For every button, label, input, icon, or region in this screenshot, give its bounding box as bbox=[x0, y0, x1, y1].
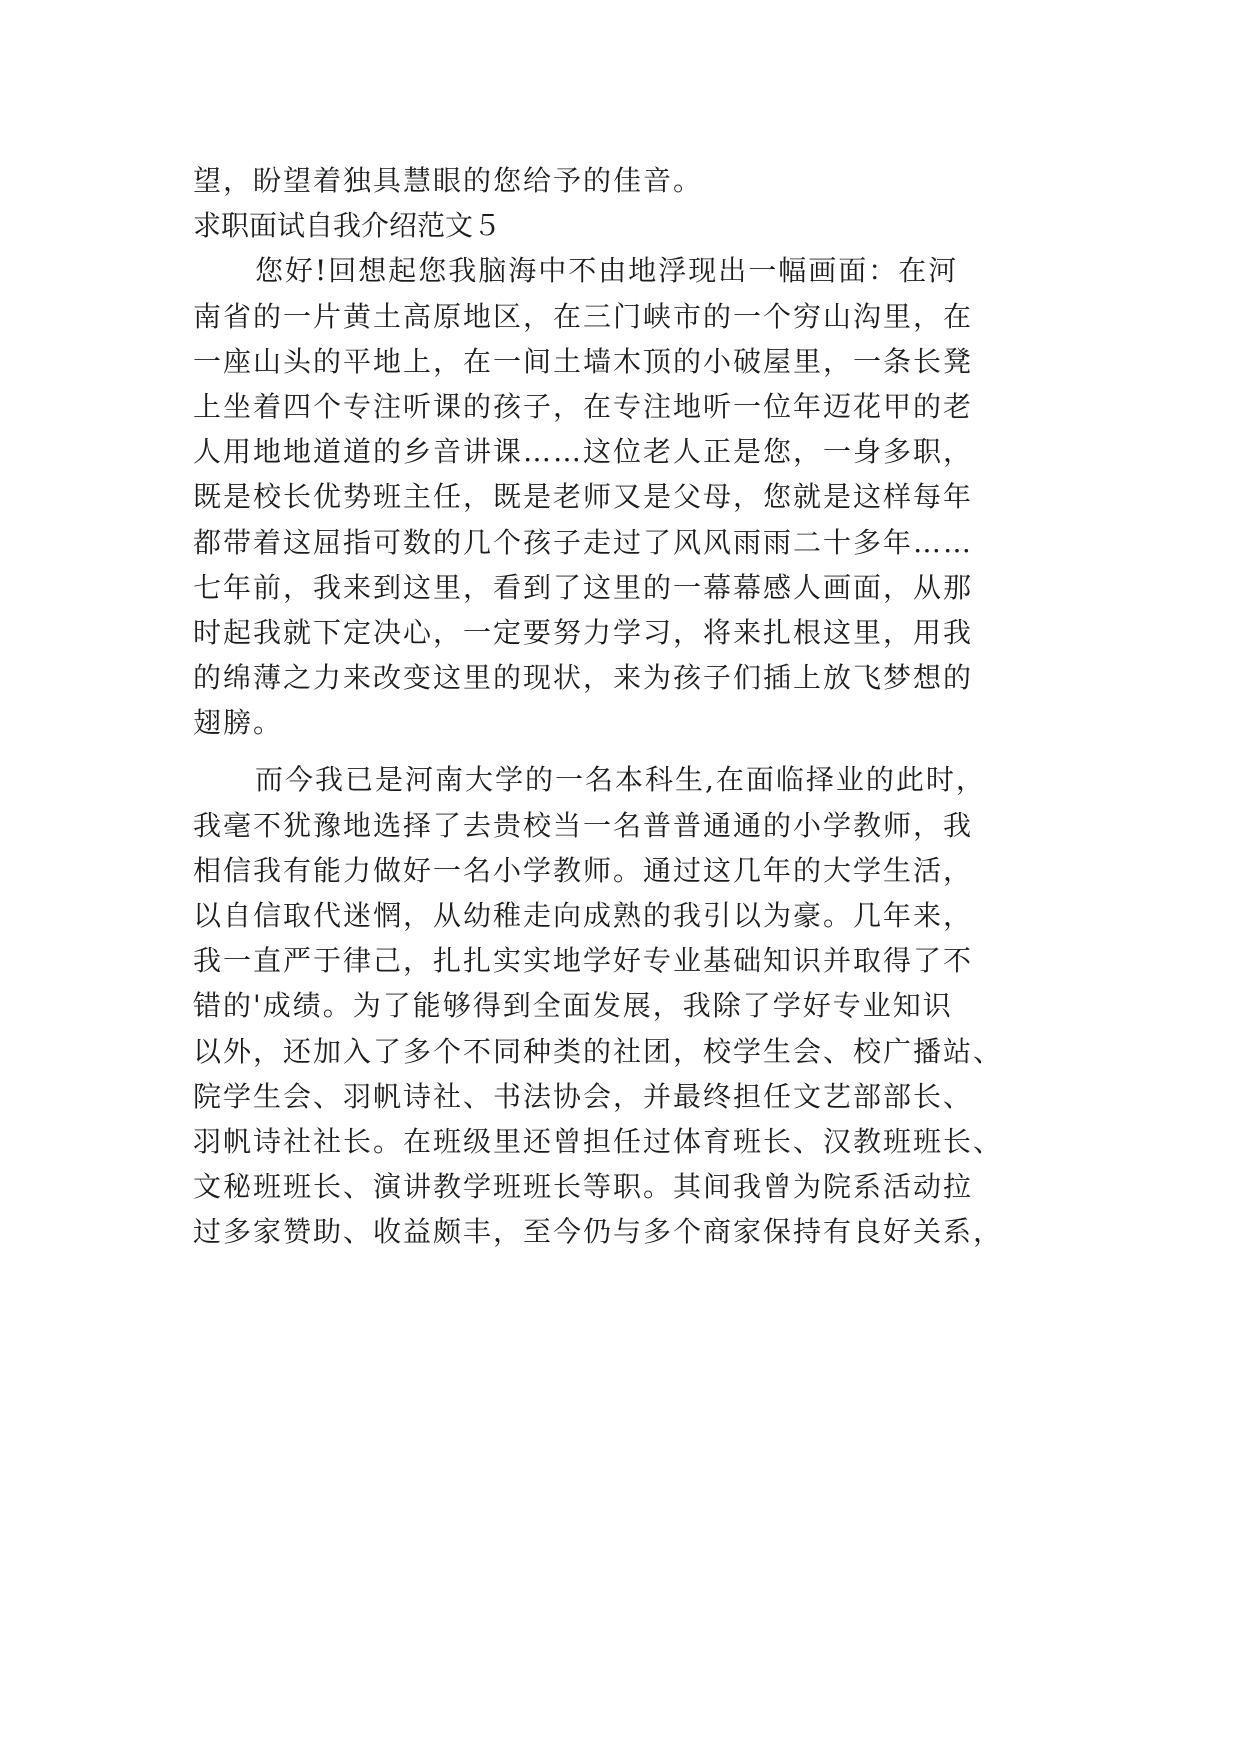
paragraph-line: 既是校长优势班主任，既是老师又是父母，您就是这样每年 bbox=[193, 480, 974, 514]
paragraph-1 bbox=[193, 248, 1053, 745]
paragraph-line: 都带着这屈指可数的几个孩子走过了风风雨雨二十多年…… bbox=[193, 525, 974, 559]
paragraph-gap bbox=[193, 745, 1053, 757]
paragraph-line: 一座山头的平地上，在一间土墙木顶的小破屋里，一条长凳 bbox=[193, 344, 974, 378]
paragraph-line: 我一直严于律己，扎扎实实地学好专业基础知识并取得了不 bbox=[193, 944, 974, 978]
paragraph-line: 以外，还加入了多个不同种类的社团，校学生会、校广播站、 bbox=[193, 1034, 1004, 1068]
intro-line: 望，盼望着独具慧眼的您给予的佳音。 bbox=[193, 164, 704, 197]
paragraph-line: 而今我已是河南大学的一名本科生,在面临择业的此时， bbox=[255, 763, 986, 797]
paragraph-line: 以自信取代迷惘，从幼稚走向成熟的我引以为豪。几年来， bbox=[193, 899, 974, 932]
paragraph-line: 人用地地道道的乡音讲课……这位老人正是您，一身多职， bbox=[193, 435, 974, 469]
document-body bbox=[193, 158, 1053, 1255]
paragraph-line: 过多家赞助、收益颇丰，至今仍与多个商家保持有良好关系， bbox=[193, 1215, 1004, 1249]
paragraph-line: 翅膀。 bbox=[193, 706, 284, 740]
paragraph-line: 南省的一片黄土高原地区，在三门峡市的一个穷山沟里，在 bbox=[193, 299, 974, 333]
paragraph-line: 我毫不犹豫地选择了去贵校当一名普普通通的小学教师，我 bbox=[193, 808, 974, 842]
paragraph-line: 您好!回想起您我脑海中不由地浮现出一幅画面：在河 bbox=[255, 254, 959, 288]
section-title: 求职面试自我介绍范文５ bbox=[193, 209, 502, 243]
paragraph-2 bbox=[193, 757, 1053, 1254]
paragraph-line: 羽帆诗社社长。在班级里还曾担任过体育班长、汉教班班长、 bbox=[193, 1124, 1004, 1158]
paragraph-line: 文秘班班长、演讲教学班班长等职。其间我曾为院系活动拉 bbox=[193, 1170, 974, 1204]
paragraph-line: 上坐着四个专注听课的孩子，在专注地听一位年迈花甲的老 bbox=[193, 389, 974, 423]
paragraph-line: 时起我就下定决心，一定要努力学习，将来扎根这里，用我 bbox=[193, 615, 974, 649]
paragraph-line: 七年前，我来到这里，看到了这里的一幕幕感人画面，从那 bbox=[193, 570, 974, 604]
paragraph-line: 错的'成绩。为了能够得到全面发展，我除了学好专业知识 bbox=[193, 989, 953, 1023]
paragraph-line: 相信我有能力做好一名小学教师。通过这几年的大学生活， bbox=[193, 853, 974, 887]
paragraph-line: 院学生会、羽帆诗社、书法协会，并最终担任文艺部部长、 bbox=[193, 1079, 974, 1113]
paragraph-line: 的绵薄之力来改变这里的现状，来为孩子们插上放飞梦想的 bbox=[193, 661, 974, 695]
